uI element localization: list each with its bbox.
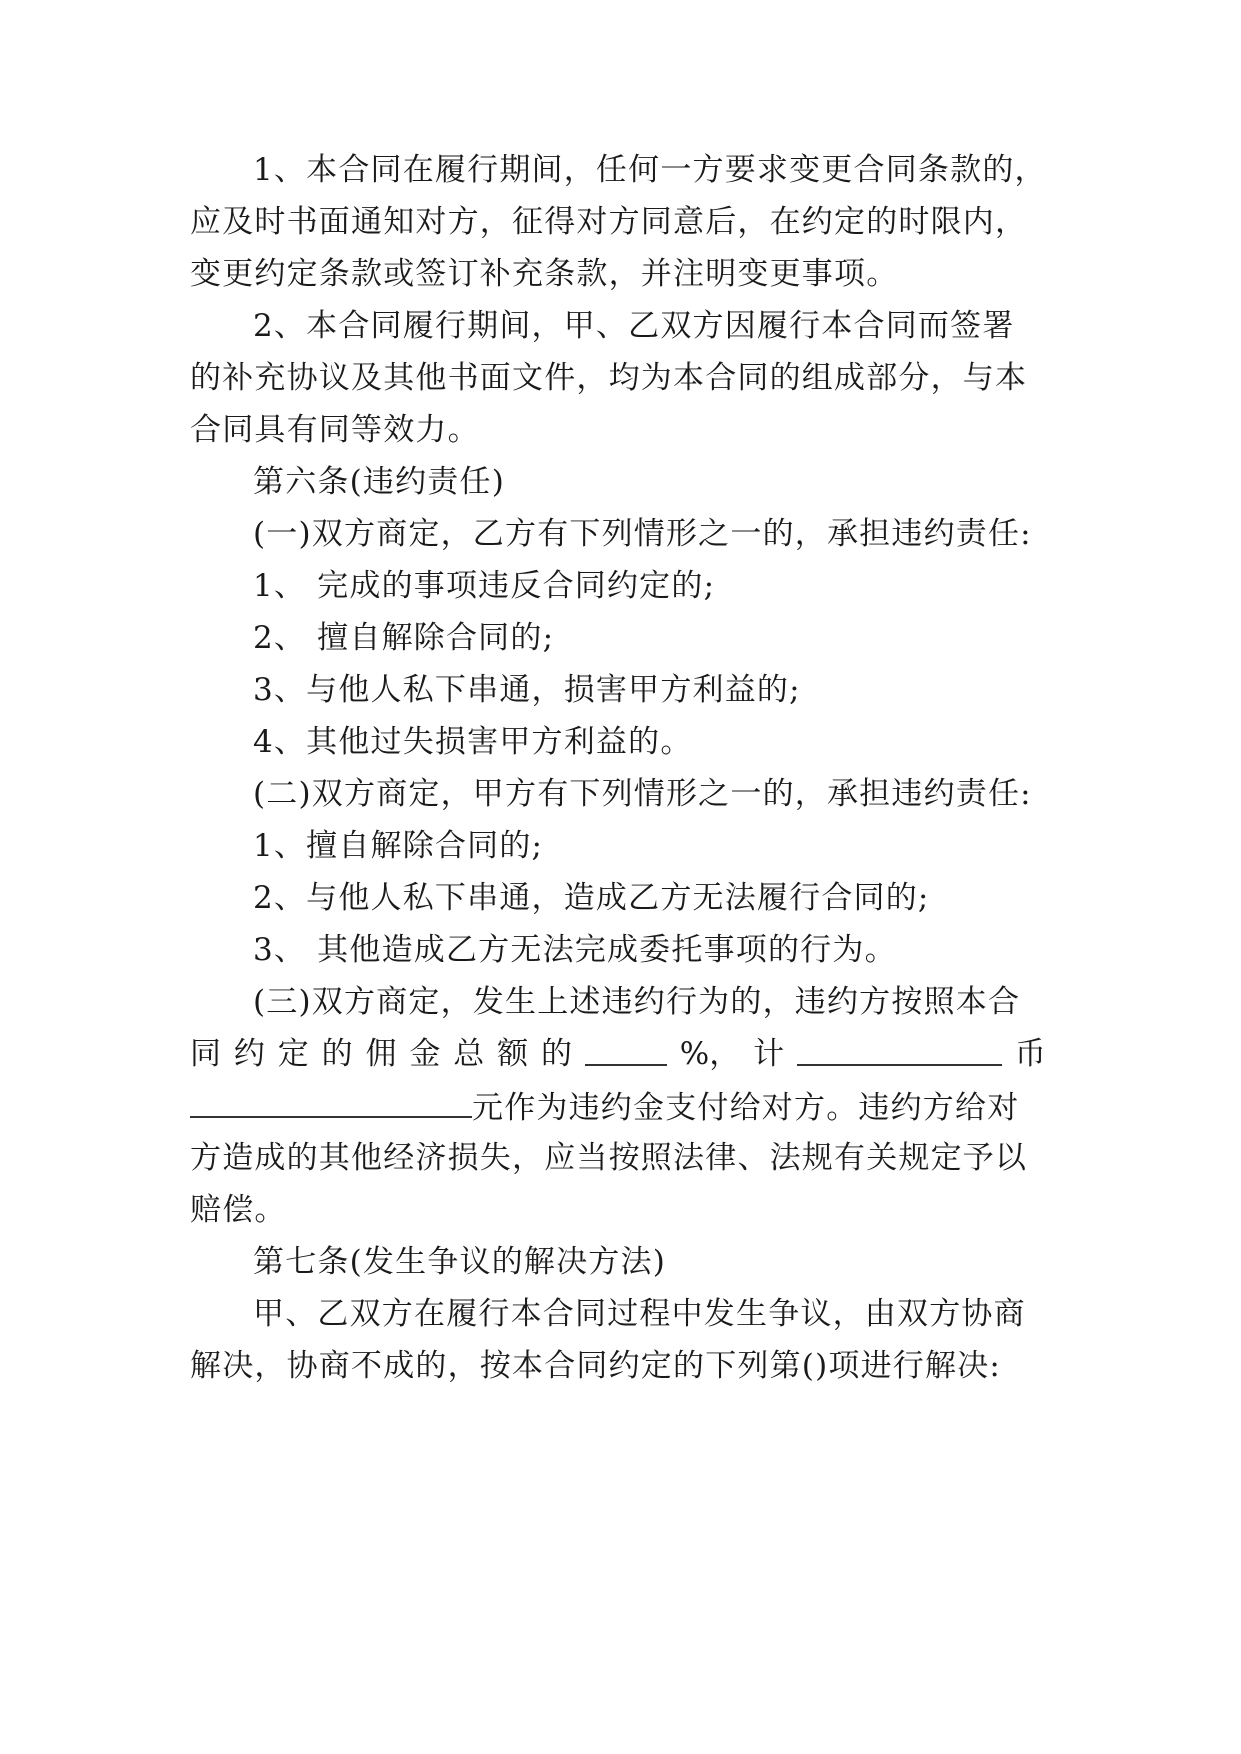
- art7-line-2: 解决，协商不成的，按本合同约定的下列第()项进行解决:: [190, 1348, 1002, 1384]
- art6-c-line-5: 赔偿。: [190, 1192, 287, 1228]
- p2-line-3: 合同具有同等效力。: [190, 412, 480, 448]
- p1-line-2: 应及时书面通知对方，征得对方同意后，在约定的时限内，: [190, 204, 1028, 240]
- p1-line-1: 1、本合同在履行期间，任何一方要求变更合同条款的，: [253, 152, 1047, 188]
- art6-c-word: 约: [233, 1036, 265, 1072]
- art6-c-line-1: (三)双方商定，发生上述违约行为的，违约方按照本合: [253, 984, 1021, 1020]
- art7-line-1: 甲、乙双方在履行本合同过程中发生争议，由双方协商: [253, 1296, 1026, 1332]
- article-6-heading: 第六条(违约责任): [253, 464, 505, 500]
- amount-blank: [797, 1034, 1002, 1066]
- percent-blank: [585, 1034, 667, 1066]
- art6-c-word: 金: [409, 1036, 441, 1072]
- art6-a-item: 2、 擅自解除合同的;: [253, 620, 555, 656]
- art6-a-item: 4、其他过失损害甲方利益的。: [253, 724, 693, 760]
- art6-c-line-4: 方造成的其他经济损失，应当按照法律、法规有关规定予以: [190, 1140, 1028, 1176]
- art6-b-item: 2、与他人私下串通，造成乙方无法履行合同的;: [253, 880, 930, 916]
- art6-c-word: 佣: [365, 1036, 397, 1072]
- art6-b-heading: (二)双方商定，甲方有下列情形之一的，承担违约责任:: [253, 776, 1032, 812]
- art6-c-word: 的: [541, 1036, 572, 1072]
- art6-c-line-3: [190, 1086, 1046, 1126]
- p2-line-1: 2、本合同履行期间，甲、乙双方因履行本合同而签署: [253, 308, 1015, 344]
- art6-c-line-3-text: 元作为违约金支付给对方。违约方给对: [472, 1090, 1020, 1126]
- art6-c-word: 定: [277, 1036, 309, 1072]
- art6-c-word: 总: [453, 1036, 485, 1072]
- art6-c-line-2: [190, 1034, 1046, 1074]
- art6-c-word: 的: [321, 1036, 353, 1072]
- ji-label: 计: [753, 1036, 785, 1072]
- art6-a-item: 1、 完成的事项违反合同约定的;: [253, 568, 716, 604]
- art6-a-item: 3、与他人私下串通，损害甲方利益的;: [253, 672, 801, 708]
- art6-c-word: 同: [190, 1036, 221, 1072]
- art6-b-item: 3、 其他造成乙方无法完成委托事项的行为。: [253, 932, 897, 968]
- amount-yuan-blank: [190, 1086, 472, 1118]
- p1-line-3: 变更约定条款或签订补充条款，并注明变更事项。: [190, 256, 899, 292]
- art6-b-item: 1、擅自解除合同的;: [253, 828, 544, 864]
- article-7-heading: 第七条(发生争议的解决方法): [253, 1244, 666, 1280]
- art6-a-heading: (一)双方商定，乙方有下列情形之一的，承担违约责任:: [253, 516, 1032, 552]
- p2-line-2: 的补充协议及其他书面文件，均为本合同的组成部分，与本: [190, 360, 1028, 396]
- percent-label: %，: [679, 1036, 741, 1072]
- art6-c-word: 额: [497, 1036, 529, 1072]
- currency-label: 币: [1014, 1036, 1046, 1072]
